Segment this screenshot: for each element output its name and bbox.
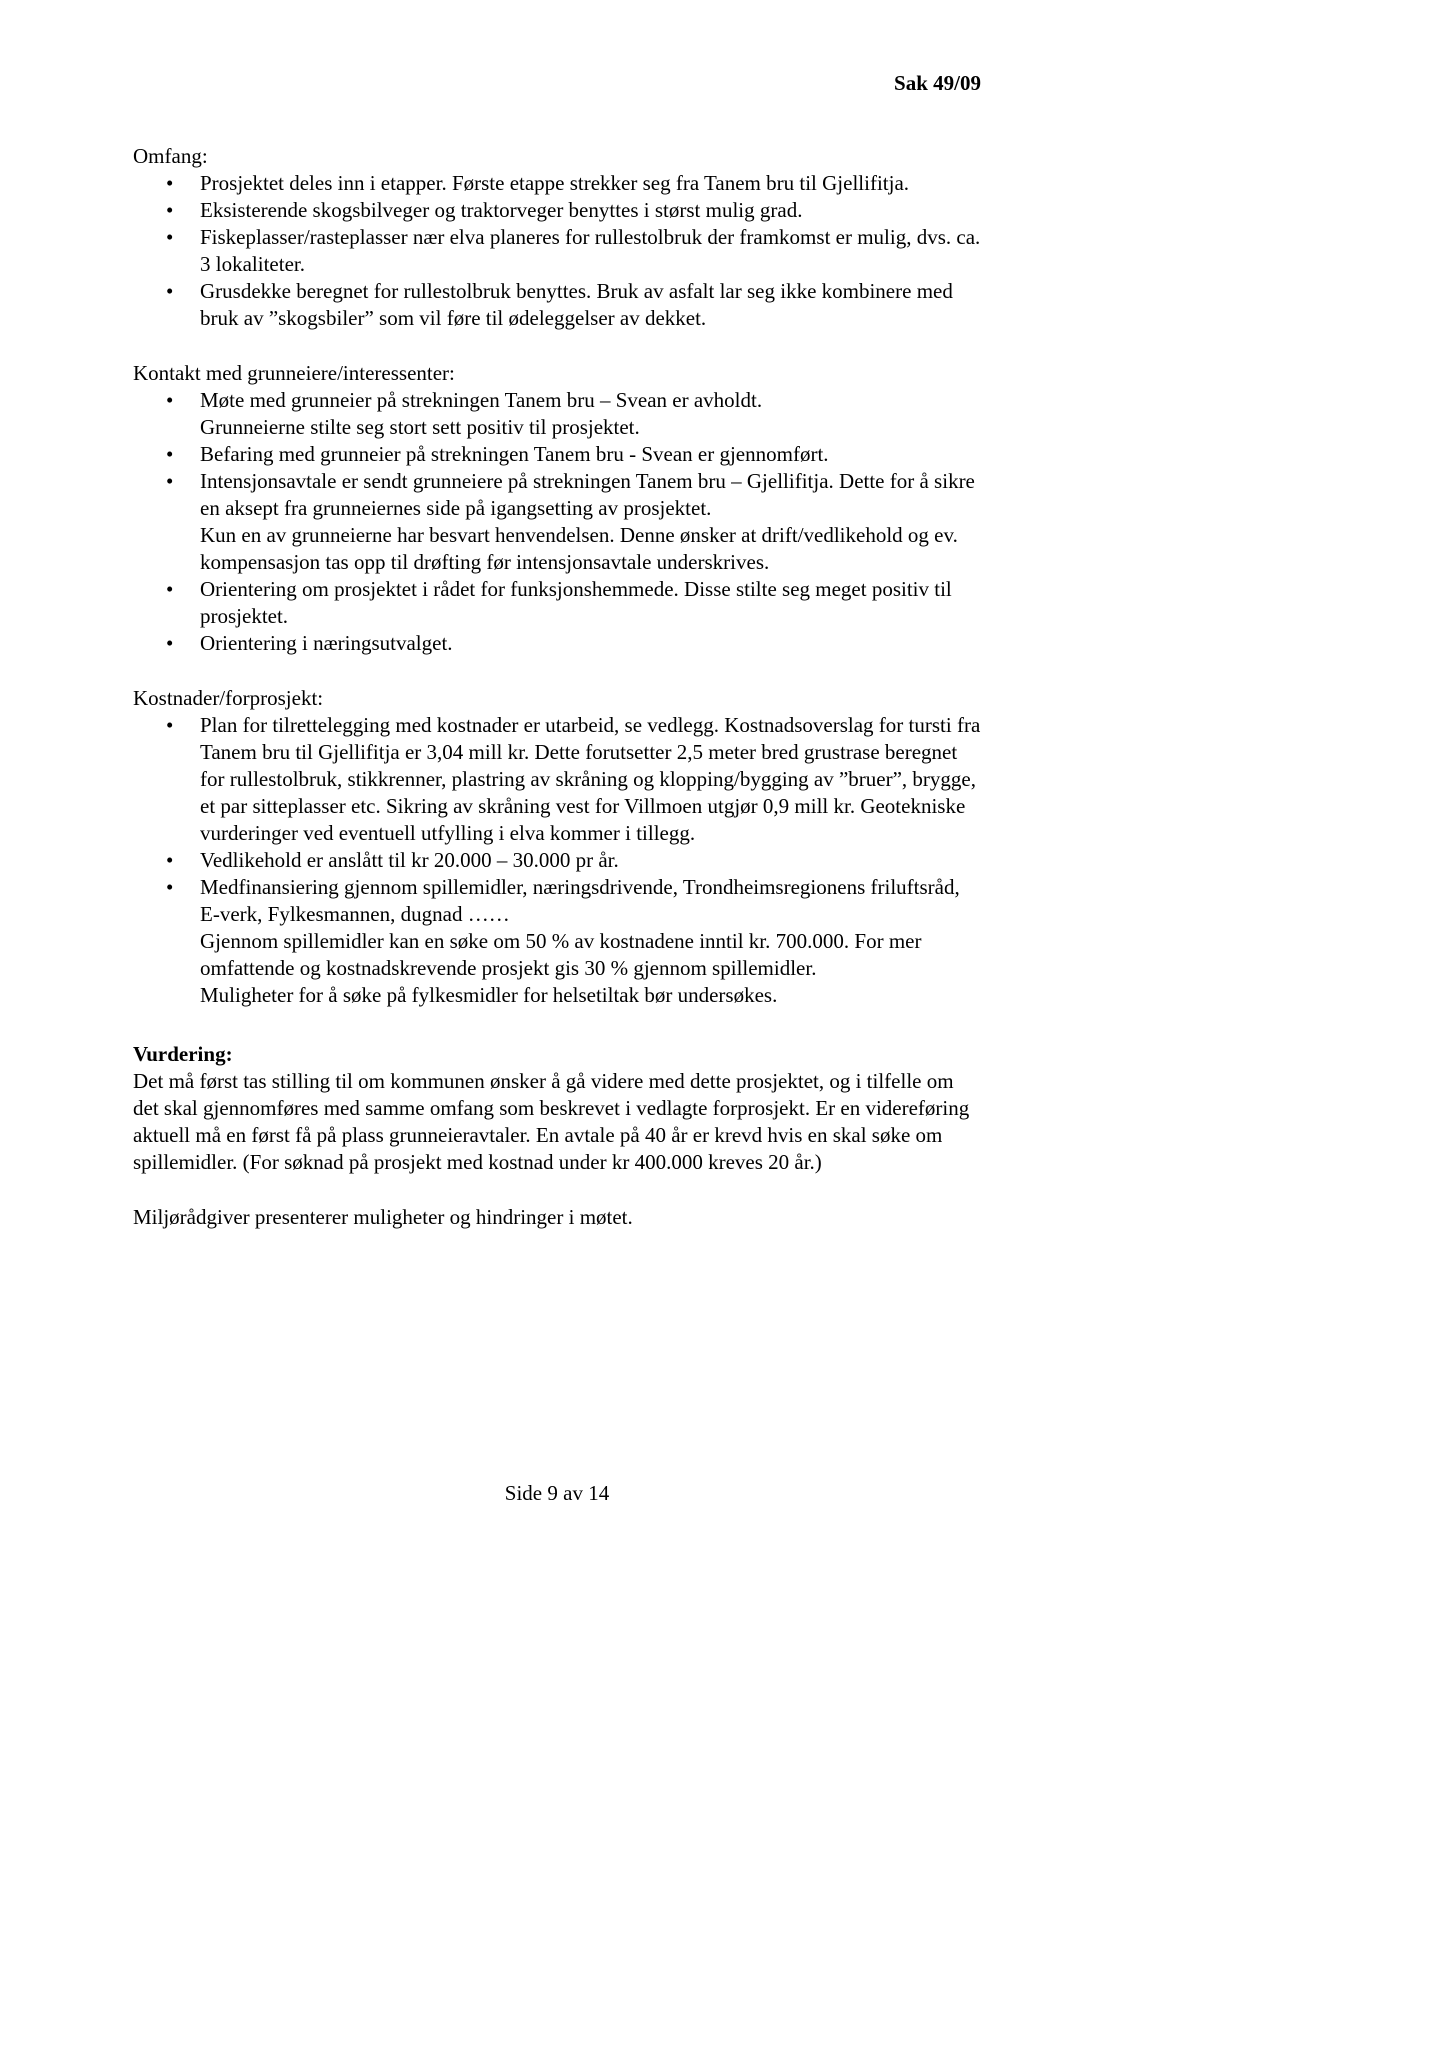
- assessment-heading: Vurdering:: [133, 1042, 233, 1066]
- note-paragraph: Miljørådgiver presenterer muligheter og hindringer i møtet.: [133, 1205, 633, 1229]
- section-vurdering: [133, 1041, 981, 1231]
- bullet-text: Fiskeplasser/rasteplasser nær elva planeres for rullestolbruk der framkomst er mulig, dvs. ca. 3 lokaliteter.: [200, 225, 981, 276]
- section-kostnader: [133, 685, 981, 1009]
- bullet-body: [200, 576, 981, 630]
- list-item: [133, 874, 981, 1009]
- bullet-icon: •: [166, 875, 174, 899]
- list-item: [133, 197, 981, 224]
- bullet-list: [133, 170, 981, 332]
- bullet-icon: •: [166, 279, 174, 303]
- bullet-icon: •: [166, 198, 174, 222]
- bullet-icon: •: [166, 469, 174, 493]
- section-heading: Kontakt med grunneiere/interessenter:: [133, 361, 455, 385]
- bullet-body: [200, 224, 981, 278]
- section-kontakt: [133, 360, 981, 657]
- bullet-body: [200, 630, 981, 657]
- list-item: [133, 576, 981, 630]
- bullet-icon: •: [166, 388, 174, 412]
- bullet-text: Muligheter for å søke på fylkesmidler for helsetiltak bør undersøkes.: [200, 983, 778, 1007]
- bullet-icon: •: [166, 577, 174, 601]
- list-item: [133, 468, 981, 576]
- bullet-body: [200, 441, 981, 468]
- list-item: [133, 630, 981, 657]
- list-item: [133, 441, 981, 468]
- bullet-text: Grusdekke beregnet for rullestolbruk benyttes. Bruk av asfalt lar seg ikke kombinere med bruk av ”skogsbiler” som vil føre til ødeleggelser av dekket.: [200, 279, 953, 330]
- list-item: [133, 278, 981, 332]
- bullet-list: [133, 712, 981, 1009]
- bullet-text: Medfinansiering gjennom spillemidler, næringsdrivende, Trondheimsregionens friluftsråd, E-verk, Fylkesmannen, dugnad ……: [200, 875, 960, 926]
- page-number: Side 9 av 14: [504, 1481, 610, 1505]
- section-heading: Omfang:: [133, 144, 208, 168]
- bullet-body: [200, 712, 981, 847]
- bullet-text: Orientering om prosjektet i rådet for funksjonshemmede. Disse stilte seg meget positiv til prosjektet.: [200, 577, 952, 628]
- bullet-text: Eksisterende skogsbilveger og traktorveger benyttes i størst mulig grad.: [200, 198, 803, 222]
- bullet-body: [200, 847, 981, 874]
- bullet-text: Orientering i næringsutvalget.: [200, 631, 453, 655]
- list-item: [133, 387, 981, 441]
- bullet-icon: •: [166, 171, 174, 195]
- bullet-body: [200, 468, 981, 576]
- assessment-paragraph: Det må først tas stilling til om kommunen ønsker å gå videre med dette prosjektet, og i tilfelle om det skal gjennomføres med samme omfang som beskrevet i vedlagte forprosjekt. Er en videreføring aktuell må en først få på plass grunneieravtaler. En avtale på 40 år er krevd hvis en skal søke om spillemidler. (For søknad på prosjekt med kostnad under kr 400.000 kreves 20 år.): [133, 1069, 970, 1174]
- bullet-icon: •: [166, 713, 174, 737]
- bullet-text: Vedlikehold er anslått til kr 20.000 – 30.000 pr år.: [200, 848, 619, 872]
- section-heading: Kostnader/forprosjekt:: [133, 686, 324, 710]
- bullet-body: [200, 874, 981, 1009]
- bullet-body: [200, 170, 981, 197]
- list-item: [133, 712, 981, 847]
- bullet-text: Gjennom spillemidler kan en søke om 50 % av kostnadene inntil kr. 700.000. For mer omfattende og kostnadskrevende prosjekt gis 30 % gjennom spillemidler.: [200, 929, 922, 980]
- list-item: [133, 847, 981, 874]
- bullet-icon: •: [166, 848, 174, 872]
- section-omfang: [133, 143, 981, 332]
- bullet-text: Prosjektet deles inn i etapper. Første etappe strekker seg fra Tanem bru til Gjellifitja.: [200, 171, 910, 195]
- bullet-body: [200, 387, 981, 441]
- bullet-body: [200, 278, 981, 332]
- document-content: [133, 0, 981, 1231]
- list-item: [133, 170, 981, 197]
- bullet-text: Grunneierne stilte seg stort sett positiv til prosjektet.: [200, 415, 640, 439]
- bullet-body: [200, 197, 981, 224]
- bullet-icon: •: [166, 631, 174, 655]
- case-reference: Sak 49/09: [894, 71, 981, 95]
- bullet-icon: •: [166, 442, 174, 466]
- bullet-text: Møte med grunneier på strekningen Tanem bru – Svean er avholdt.: [200, 388, 763, 412]
- bullet-text: Plan for tilrettelegging med kostnader er utarbeid, se vedlegg. Kostnadsoverslag for tursti fra Tanem bru til Gjellifitja er 3,04 mill kr. Dette forutsetter 2,5 meter bred grustrase beregnet for rullestolbruk, stikkrenner, plastring av skråning og klopping/bygging av ”bruer”, brygge, et par sitteplasser etc. Sikring av skråning vest for Villmoen utgjør 0,9 mill kr. Geotekniske vurderinger ved eventuell utfylling i elva kommer i tillegg.: [200, 713, 981, 845]
- bullet-text: Intensjonsavtale er sendt grunneiere på strekningen Tanem bru – Gjellifitja. Dette for å sikre en aksept fra grunneiernes side på igangsetting av prosjektet.: [200, 469, 975, 520]
- bullet-icon: •: [166, 225, 174, 249]
- bullet-text: Befaring med grunneier på strekningen Tanem bru - Svean er gjennomført.: [200, 442, 829, 466]
- list-item: [133, 224, 981, 278]
- bullet-text: Kun en av grunneierne har besvart henvendelsen. Denne ønsker at drift/vedlikehold og ev. kompensasjon tas opp til drøfting før intensjonsavtale underskrives.: [200, 523, 958, 574]
- bullet-list: [133, 387, 981, 657]
